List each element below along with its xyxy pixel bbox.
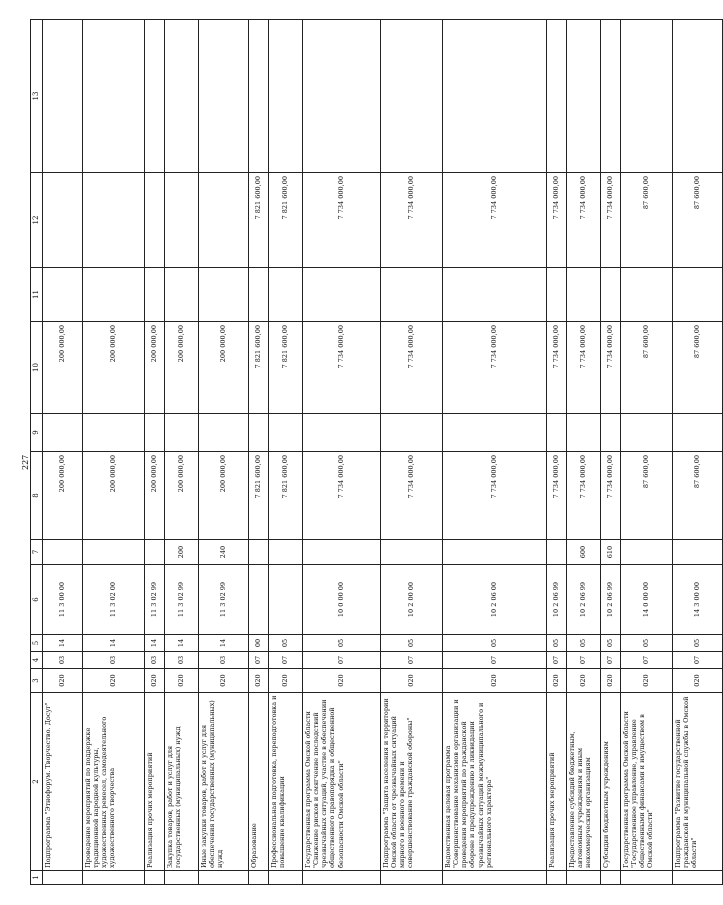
expense-type-code: 240: [199, 540, 249, 565]
row-index-cell: [673, 871, 723, 885]
target-article-code: 11 3 02 99: [199, 565, 249, 635]
row-index-cell: [43, 871, 83, 885]
amount-col-13: [83, 20, 145, 173]
amount-total: 7 821 600,00: [249, 452, 269, 540]
amount-col-11: [567, 268, 601, 322]
col-number: 7: [31, 540, 43, 565]
amount-col-9: [249, 414, 269, 452]
expense-type-code: [621, 540, 673, 565]
target-article-code: 10 0 00 00: [303, 565, 381, 635]
amount-col-9: [145, 414, 165, 452]
ministry-code: 020: [601, 669, 621, 693]
ministry-code: 020: [249, 669, 269, 693]
table-row: [165, 20, 199, 885]
item-name: Иные закупки товаров, работ и услуг для обеспечения государственных (муниципальных) нужд: [199, 693, 249, 871]
col-number: 13: [31, 20, 43, 173]
table-row: [673, 20, 723, 885]
amount-col-11: [381, 268, 443, 322]
col-number: 11: [31, 268, 43, 322]
item-name: Предоставление субсидий бюджетным, автономным учреждениям и иным некоммерческим организациям: [567, 693, 601, 871]
item-name: Ведомственная целевая программа "Совершенствование механизмов организации и проведения мероприятий по гражданской обороне и предупреждению и ликвидации чрезвычайных ситуаций межмуниципального и регионального характера": [443, 693, 547, 871]
subsection-code: 05: [621, 635, 673, 652]
page-number: 227: [21, 454, 30, 470]
amount-total: 7 821 600,00: [269, 452, 303, 540]
section-code: 07: [567, 652, 601, 669]
amount-col-13: [567, 20, 601, 173]
col-number: 2: [31, 693, 43, 871]
ministry-code: 020: [83, 669, 145, 693]
amount-col-11: [621, 268, 673, 322]
row-index-cell: [199, 871, 249, 885]
subsection-code: 05: [443, 635, 547, 652]
amount-col-10: 7 734 000,00: [443, 322, 547, 414]
ministry-code: 020: [43, 669, 83, 693]
subsection-code: 05: [673, 635, 723, 652]
amount-col-10: 7 821 600,00: [249, 322, 269, 414]
row-index-cell: [547, 871, 567, 885]
amount-col-13: [621, 20, 673, 173]
section-code: 07: [249, 652, 269, 669]
ministry-code: 020: [165, 669, 199, 693]
amount-col-11: [269, 268, 303, 322]
section-code: 07: [269, 652, 303, 669]
expense-type-code: [145, 540, 165, 565]
expense-type-code: [673, 540, 723, 565]
ministry-code: 020: [443, 669, 547, 693]
amount-col-12: [145, 173, 165, 268]
ministry-code: 020: [303, 669, 381, 693]
subsection-code: 05: [601, 635, 621, 652]
amount-total: 200 000,00: [145, 452, 165, 540]
amount-col-12: [165, 173, 199, 268]
item-name: Реализация прочих мероприятий: [145, 693, 165, 871]
amount-col-13: [601, 20, 621, 173]
amount-total: 200 000,00: [43, 452, 83, 540]
target-article-code: 10 2 06 99: [567, 565, 601, 635]
subsection-code: 14: [165, 635, 199, 652]
amount-col-11: [601, 268, 621, 322]
item-name: Профессиональная подготовка, переподготовка и повышение квалификации: [269, 693, 303, 871]
amount-col-10: 7 734 000,00: [547, 322, 567, 414]
amount-col-13: [673, 20, 723, 173]
item-name: Реализация прочих мероприятий: [547, 693, 567, 871]
amount-col-9: [601, 414, 621, 452]
section-code: 07: [673, 652, 723, 669]
item-name: Образование: [249, 693, 269, 871]
ministry-code: 020: [145, 669, 165, 693]
table-row: [303, 20, 381, 885]
target-article-code: 10 2 06 00: [443, 565, 547, 635]
amount-col-10: 200 000,00: [199, 322, 249, 414]
amount-col-9: [673, 414, 723, 452]
amount-col-10: 200 000,00: [165, 322, 199, 414]
column-number-row: [31, 20, 43, 885]
target-article-code: 14 3 00 00: [673, 565, 723, 635]
amount-col-9: [43, 414, 83, 452]
amount-total: 87 600,00: [673, 452, 723, 540]
row-index-cell: [83, 871, 145, 885]
amount-total: 7 734 000,00: [567, 452, 601, 540]
amount-col-11: [199, 268, 249, 322]
amount-total: 7 734 000,00: [303, 452, 381, 540]
col-number: 8: [31, 452, 43, 540]
amount-col-11: [249, 268, 269, 322]
subsection-code: 14: [43, 635, 83, 652]
ministry-code: 020: [199, 669, 249, 693]
amount-col-12: 7 734 000,00: [567, 173, 601, 268]
item-name: Подпрограмма "Развитие государственной гражданской и муниципальной службы в Омской области": [673, 693, 723, 871]
ministry-code: 020: [673, 669, 723, 693]
table-row: [567, 20, 601, 885]
amount-col-9: [199, 414, 249, 452]
item-name: Государственная программа Омской области "Государственное управление, управление общественными финансами и имуществом в Омской области": [621, 693, 673, 871]
expense-type-code: [249, 540, 269, 565]
item-name: Подпрограмма "Этнофорум. Творчество. Досуг": [43, 693, 83, 871]
amount-col-9: [83, 414, 145, 452]
amount-col-9: [303, 414, 381, 452]
amount-total: 200 000,00: [83, 452, 145, 540]
row-index-cell: [601, 871, 621, 885]
ministry-code: 020: [621, 669, 673, 693]
amount-col-13: [547, 20, 567, 173]
rotated-sheet: [20, 20, 702, 885]
amount-total: 7 734 000,00: [547, 452, 567, 540]
section-code: 07: [601, 652, 621, 669]
amount-col-13: [381, 20, 443, 173]
amount-col-10: 7 734 000,00: [303, 322, 381, 414]
row-index-cell: [567, 871, 601, 885]
amount-col-11: [443, 268, 547, 322]
row-index-cell: [249, 871, 269, 885]
ministry-code: 020: [547, 669, 567, 693]
amount-col-10: 7 734 000,00: [567, 322, 601, 414]
item-name: Государственная программа Омской области "Снижение рисков и смягчение последствий чрезвычайных ситуаций, участие в обеспечении общественного правопорядка и общественной безопасности Омской области": [303, 693, 381, 871]
amount-total: 200 000,00: [165, 452, 199, 540]
expense-type-code: [381, 540, 443, 565]
amount-col-12: 7 734 000,00: [601, 173, 621, 268]
table-row: [381, 20, 443, 885]
item-name: Проведение мероприятий по поддержке традиционной народной культуры, художественных ремесел, самодеятельного художественного творчества: [83, 693, 145, 871]
amount-col-10: 87 600,00: [621, 322, 673, 414]
table-row: [145, 20, 165, 885]
col-number: 6: [31, 565, 43, 635]
amount-col-13: [249, 20, 269, 173]
amount-col-9: [567, 414, 601, 452]
amount-total: 87 600,00: [621, 452, 673, 540]
amount-col-10: 7 734 000,00: [381, 322, 443, 414]
amount-col-12: [83, 173, 145, 268]
ministry-code: 020: [381, 669, 443, 693]
row-index-cell: [269, 871, 303, 885]
amount-col-11: [547, 268, 567, 322]
target-article-code: 11 3 00 00: [43, 565, 83, 635]
table-row: [43, 20, 83, 885]
amount-col-12: 87 600,00: [673, 173, 723, 268]
col-number: 1: [31, 871, 43, 885]
amount-col-10: 200 000,00: [145, 322, 165, 414]
subsection-code: 00: [249, 635, 269, 652]
amount-col-10: 200 000,00: [83, 322, 145, 414]
amount-col-9: [621, 414, 673, 452]
amount-col-12: 7 734 000,00: [381, 173, 443, 268]
amount-col-9: [443, 414, 547, 452]
section-code: 07: [547, 652, 567, 669]
amount-col-11: [673, 268, 723, 322]
section-code: 07: [621, 652, 673, 669]
amount-total: 7 734 000,00: [443, 452, 547, 540]
amount-col-10: 200 000,00: [43, 322, 83, 414]
item-name: Субсидии бюджетным учреждениям: [601, 693, 621, 871]
amount-col-13: [165, 20, 199, 173]
expense-type-code: [547, 540, 567, 565]
row-index-cell: [145, 871, 165, 885]
ministry-code: 020: [269, 669, 303, 693]
section-code: 03: [199, 652, 249, 669]
col-number: 3: [31, 669, 43, 693]
item-name: Подпрограмма "Защита населения и территории Омской области от чрезвычайных ситуаций мирного и военного времени и совершенствование гражданской обороны": [381, 693, 443, 871]
amount-col-12: 87 600,00: [621, 173, 673, 268]
expense-type-code: 200: [165, 540, 199, 565]
section-code: 03: [145, 652, 165, 669]
table-row: [249, 20, 269, 885]
target-article-code: [249, 565, 269, 635]
item-name: Закупка товаров, работ и услуг для государственных (муниципальных) нужд: [165, 693, 199, 871]
col-number: 10: [31, 322, 43, 414]
section-code: 07: [303, 652, 381, 669]
expense-type-code: [303, 540, 381, 565]
amount-col-11: [303, 268, 381, 322]
expense-type-code: 600: [567, 540, 601, 565]
expense-type-code: [269, 540, 303, 565]
section-code: 07: [381, 652, 443, 669]
amount-col-13: [43, 20, 83, 173]
table-row: [621, 20, 673, 885]
target-article-code: 14 0 00 00: [621, 565, 673, 635]
amount-col-10: 7 734 000,00: [601, 322, 621, 414]
section-code: 03: [165, 652, 199, 669]
amount-col-13: [269, 20, 303, 173]
row-index-cell: [443, 871, 547, 885]
amount-col-10: 87 600,00: [673, 322, 723, 414]
target-article-code: 11 3 02 99: [145, 565, 165, 635]
col-number: 4: [31, 652, 43, 669]
amount-col-13: [199, 20, 249, 173]
amount-col-12: 7 734 000,00: [547, 173, 567, 268]
table-row: [269, 20, 303, 885]
section-code: 03: [43, 652, 83, 669]
amount-col-13: [145, 20, 165, 173]
amount-total: 200 000,00: [199, 452, 249, 540]
subsection-code: 05: [303, 635, 381, 652]
section-code: 03: [83, 652, 145, 669]
target-article-code: 10 2 00 00: [381, 565, 443, 635]
amount-total: 7 734 000,00: [601, 452, 621, 540]
amount-col-12: 7 734 000,00: [303, 173, 381, 268]
table-row: [601, 20, 621, 885]
amount-col-11: [145, 268, 165, 322]
amount-col-11: [165, 268, 199, 322]
amount-col-13: [303, 20, 381, 173]
subsection-code: 14: [199, 635, 249, 652]
amount-col-10: 7 821 600,00: [269, 322, 303, 414]
subsection-code: 05: [381, 635, 443, 652]
amount-col-12: 7 821 600,00: [249, 173, 269, 268]
expense-type-code: 610: [601, 540, 621, 565]
amount-col-11: [83, 268, 145, 322]
target-article-code: 10 2 06 99: [601, 565, 621, 635]
target-article-code: 10 2 06 99: [547, 565, 567, 635]
row-index-cell: [621, 871, 673, 885]
table-row: [199, 20, 249, 885]
subsection-code: 14: [145, 635, 165, 652]
row-index-cell: [381, 871, 443, 885]
col-number: 9: [31, 414, 43, 452]
ministry-code: 020: [567, 669, 601, 693]
table-row: [443, 20, 547, 885]
subsection-code: 05: [567, 635, 601, 652]
amount-col-12: [199, 173, 249, 268]
target-article-code: 11 3 02 00: [83, 565, 145, 635]
row-index-cell: [303, 871, 381, 885]
amount-col-11: [43, 268, 83, 322]
amount-col-9: [165, 414, 199, 452]
amount-col-12: 7 734 000,00: [443, 173, 547, 268]
amount-col-12: 7 821 600,00: [269, 173, 303, 268]
expense-type-code: [443, 540, 547, 565]
col-number: 12: [31, 173, 43, 268]
table-row: [547, 20, 567, 885]
subsection-code: 05: [547, 635, 567, 652]
subsection-code: 05: [269, 635, 303, 652]
amount-col-9: [547, 414, 567, 452]
table-row: [83, 20, 145, 885]
amount-col-13: [443, 20, 547, 173]
expense-type-code: [83, 540, 145, 565]
amount-col-9: [269, 414, 303, 452]
expense-type-code: [43, 540, 83, 565]
row-index-cell: [165, 871, 199, 885]
section-code: 07: [443, 652, 547, 669]
amount-col-12: [43, 173, 83, 268]
budget-table: [30, 19, 723, 885]
subsection-code: 14: [83, 635, 145, 652]
col-number: 5: [31, 635, 43, 652]
target-article-code: [269, 565, 303, 635]
amount-total: 7 734 000,00: [381, 452, 443, 540]
amount-col-9: [381, 414, 443, 452]
target-article-code: 11 3 02 99: [165, 565, 199, 635]
